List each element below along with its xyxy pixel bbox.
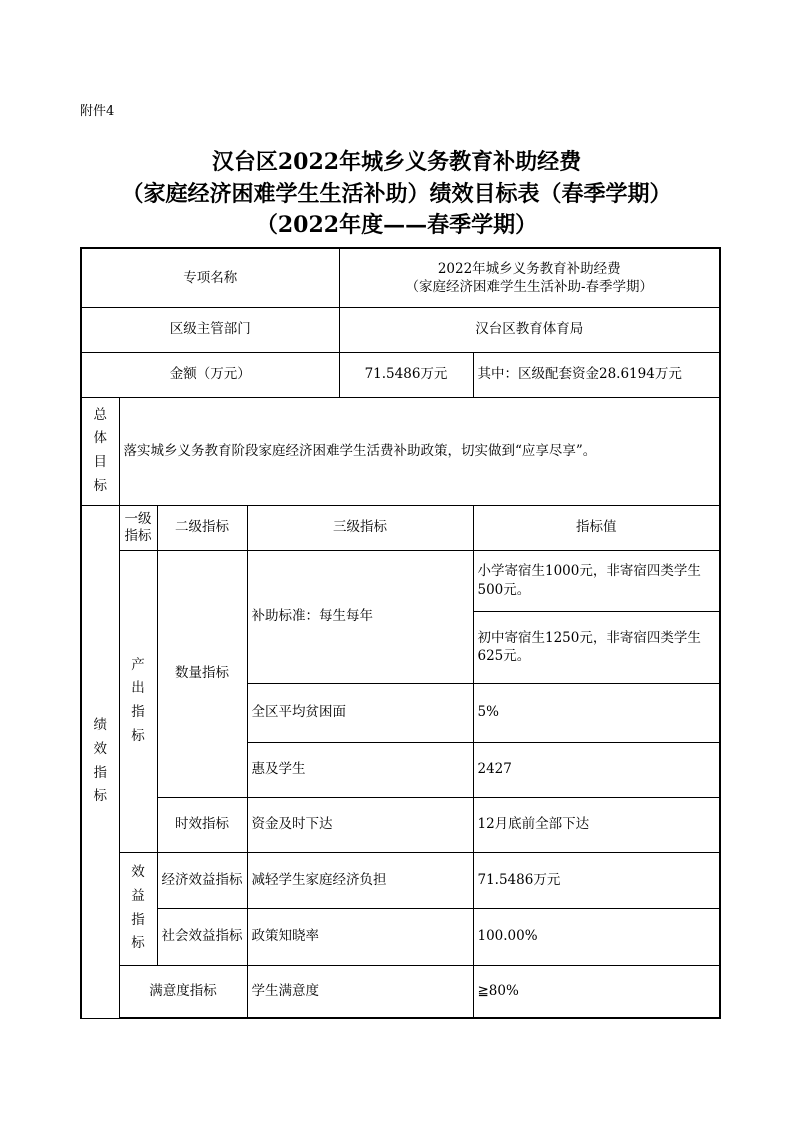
department-value: 汉台区教育体育局 [339,307,720,352]
row-economic-benefit [81,852,720,908]
students-benefited-label: 惠及学生 [247,742,473,797]
project-name-value [339,248,720,307]
satisfaction-item: 学生满意度 [247,965,473,1018]
timeliness-indicators-label: 时效指标 [157,797,247,852]
funds-timely-value: 12月底前全部下达 [473,797,720,852]
economic-benefit-label: 经济效益指标 [157,852,247,908]
row-department [81,307,720,352]
students-benefited-value: 2427 [473,742,720,797]
row-satisfaction [81,965,720,1018]
satisfaction-indicators-label: 满意度指标 [119,965,247,1018]
document-title-line-3: （2022年度——春季学期） [255,212,538,238]
row-social-benefit [81,908,720,965]
economic-benefit-value: 71.5486万元 [473,852,720,908]
row-project-name [81,248,720,307]
poverty-rate-value: 5% [473,683,720,742]
middle-subsidy-value: 初中寄宿生1250元，非寄宿四类学生625元。 [473,611,720,683]
amount-note: 其中：区级配套资金28.6194万元 [473,352,720,397]
row-overall-goal [81,397,720,505]
department-label: 区级主管部门 [81,307,339,352]
economic-benefit-item: 减轻学生家庭经济负担 [247,852,473,908]
header-level2: 二级指标 [157,505,247,550]
row-timeliness [81,797,720,852]
primary-subsidy-value: 小学寄宿生1000元，非寄宿四类学生500元。 [473,550,720,611]
satisfaction-value: ≧80% [473,965,720,1018]
row-primary-subsidy [81,550,720,611]
funds-timely-label: 资金及时下达 [247,797,473,852]
project-name-value-line-2: （家庭经济困难学生生活补助-春季学期） [405,278,654,295]
quantity-indicators-label: 数量指标 [157,550,247,797]
attachment-label: 附件4 [80,104,115,119]
project-name-label: 专项名称 [81,248,339,307]
header-level3: 三级指标 [247,505,473,550]
social-benefit-label: 社会效益指标 [157,908,247,965]
header-level1: 一级指标 [119,505,157,550]
performance-indicators-label: 绩效指标 [81,505,119,1018]
document-title-line-1: 汉台区2022年城乡义务教育补助经费 [211,149,582,175]
output-indicators-label: 产出指标 [119,550,157,852]
social-benefit-item: 政策知晓率 [247,908,473,965]
subsidy-standard-label: 补助标准：每生每年 [247,550,473,683]
document-title-line-2: （家庭经济困难学生生活补助）绩效目标表（春季学期） [121,181,672,207]
amount-label: 金额（万元） [81,352,339,397]
poverty-rate-label: 全区平均贫困面 [247,683,473,742]
project-name-value-line-1: 2022年城乡义务教育补助经费 [437,260,621,277]
overall-goal-label: 总体目标 [81,397,119,505]
performance-target-table [80,247,721,1019]
benefit-indicators-label: 效益指标 [119,852,157,965]
row-indicator-headers [81,505,720,550]
row-amount [81,352,720,397]
amount-value: 71.5486万元 [339,352,473,397]
overall-goal-text: 落实城乡义务教育阶段家庭经济困难学生活费补助政策，切实做到“应享尽享”。 [119,397,720,505]
social-benefit-value: 100.00% [473,908,720,965]
header-value: 指标值 [473,505,720,550]
